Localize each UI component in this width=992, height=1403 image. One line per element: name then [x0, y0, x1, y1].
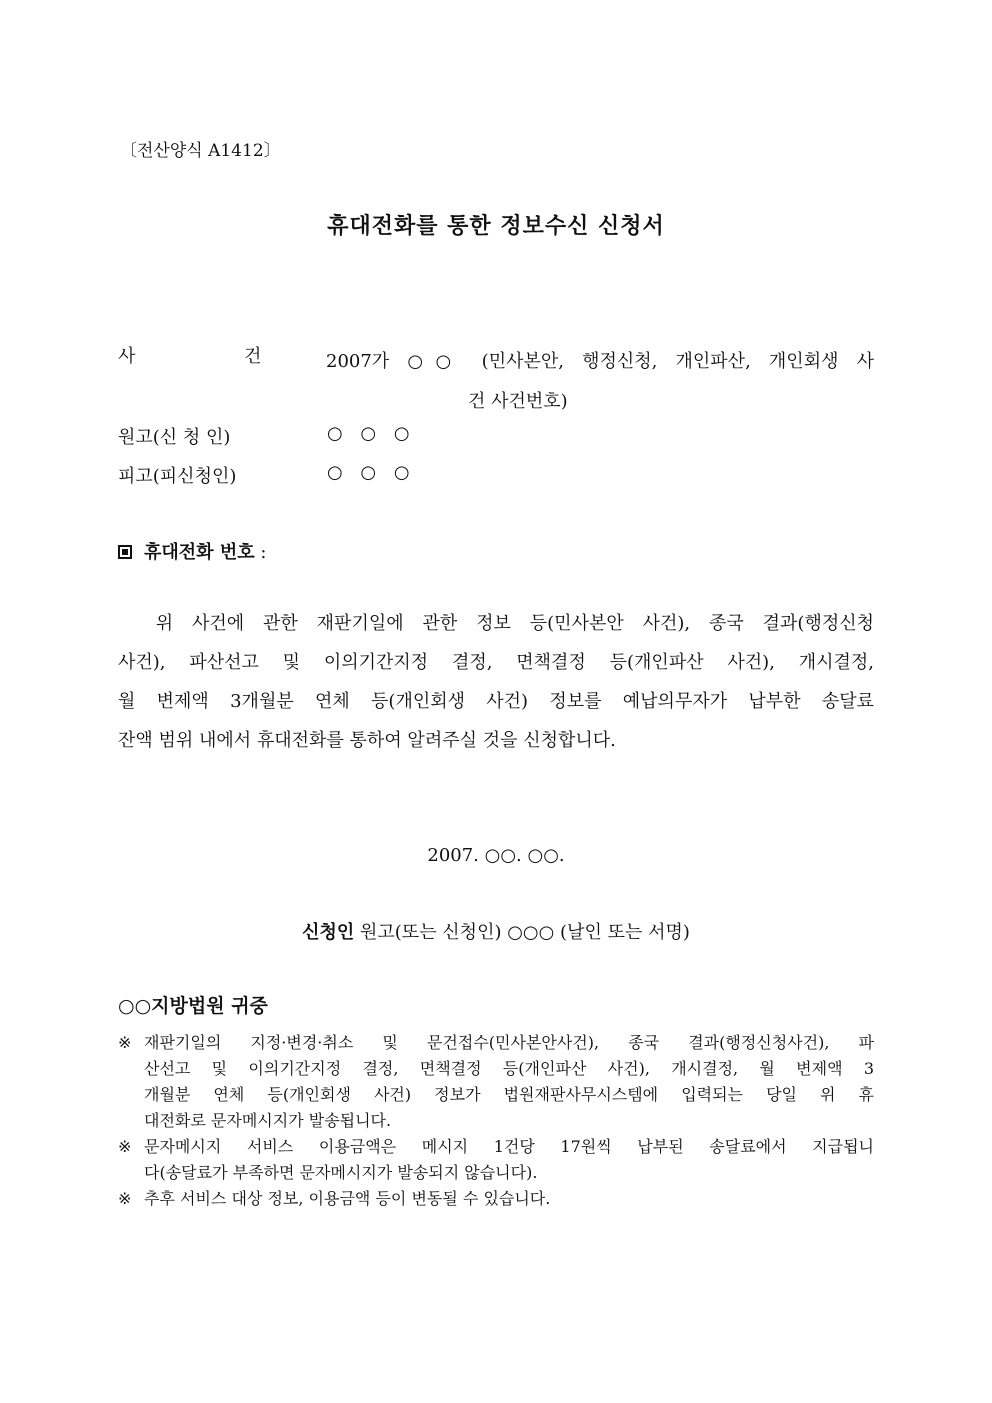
application-date: 2007. ○○. ○○. [427, 845, 565, 866]
body-line: 사건), 파산선고 및 이의기간지정 결정, 면책결정 등(개인파산 사건), 개시결정, [118, 652, 874, 673]
defendant-label: 피고(피신청인) [118, 466, 237, 487]
square-bullet-icon [118, 545, 132, 559]
note-line: 재판기일의 지정·변경·취소 및 문건접수(민사본안사건), 종국 결과(행정신청사건), 파 [144, 1033, 874, 1052]
case-value [326, 342, 874, 422]
note-item [118, 1030, 874, 1134]
case-label-char2: 건 [244, 346, 262, 367]
signer-line [0, 918, 992, 944]
phone-number-label: 휴대전화 번호 [144, 542, 255, 563]
case-value-line2: 건 사건번호) [468, 391, 568, 412]
reference-mark-icon: ※ [118, 1189, 132, 1208]
plaintiff-label: 원고(신 청 인) [118, 427, 231, 448]
phone-number-row [118, 538, 266, 564]
note-item [118, 1186, 874, 1212]
defendant-value: ○ ○ ○ [327, 462, 416, 483]
reference-mark-icon: ※ [118, 1033, 132, 1052]
body-line: 잔액 범위 내에서 휴대전화를 통하여 알려주실 것을 신청합니다. [118, 730, 616, 751]
signer-label: 신청인 [302, 922, 355, 943]
reference-mark-icon: ※ [118, 1137, 132, 1156]
notes [118, 1030, 874, 1212]
note-line: 다(송달료가 부족하면 문자메시지가 발송되지 않습니다). [144, 1163, 538, 1182]
note-line: 개월분 연체 등(개인회생 사건) 정보가 법원재판사무시스템에 입력되는 당일 위 휴 [144, 1085, 874, 1104]
plaintiff-value: ○ ○ ○ [327, 423, 416, 444]
body-line: 월 변제액 3개월분 연체 등(개인회생 사건) 정보를 예납의무자가 납부한 송달료 [118, 691, 874, 712]
case-label-char1: 사 [118, 346, 136, 367]
phone-number-colon: : [254, 542, 267, 563]
request-body [118, 604, 874, 760]
note-line: 문자메시지 서비스 이용금액은 메시지 1건당 17원씩 납부된 송달료에서 지급됩니 [144, 1137, 874, 1156]
court-addressee: ○○지방법원 귀중 [118, 995, 268, 1017]
case-value-line1: 2007가 ○○ (민사본안, 행정신청, 개인파산, 개인회생 사 [326, 351, 874, 372]
note-item [118, 1134, 874, 1186]
document-title: 휴대전화를 통한 정보수신 신청서 [327, 213, 665, 239]
note-line: 추후 서비스 대상 정보, 이용금액 등이 변동될 수 있습니다. [144, 1189, 551, 1208]
signer-text: 원고(또는 신청인) ○○○ (날인 또는 서명) [354, 922, 690, 943]
note-line: 산선고 및 이의기간지정 결정, 면책결정 등(개인파산 사건), 개시결정, 월 변제액 3 [144, 1059, 874, 1078]
form-code: 〔전산양식 A1412〕 [120, 141, 281, 161]
body-line: 위 사건에 관한 재판기일에 관한 정보 등(민사본안 사건), 종국 결과(행정신청 [118, 613, 874, 634]
note-line: 대전화로 문자메시지가 발송됩니다. [144, 1111, 392, 1130]
